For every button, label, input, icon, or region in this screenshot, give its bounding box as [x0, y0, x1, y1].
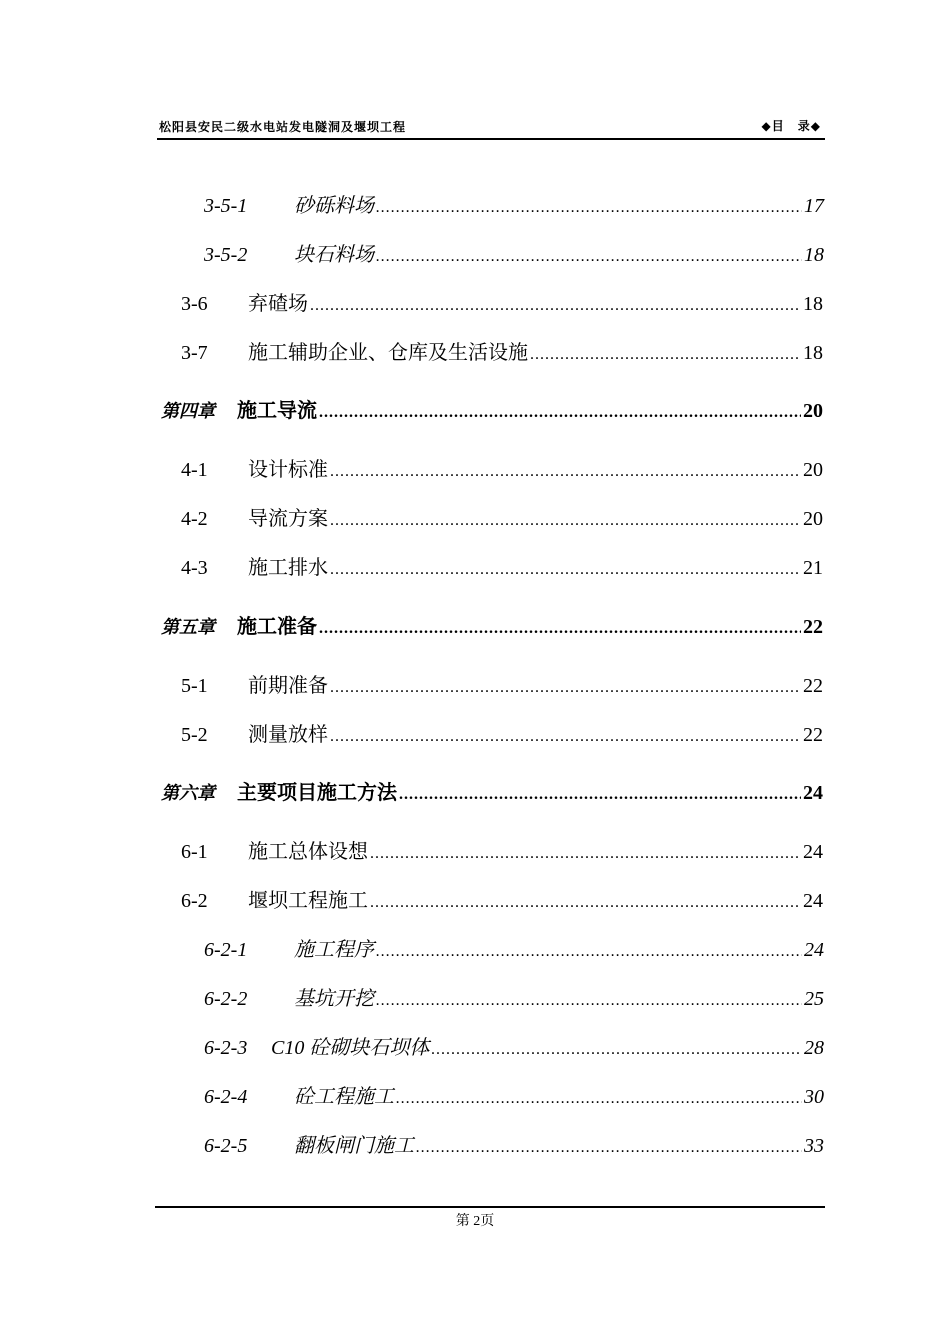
- toc-entry[interactable]: [204, 242, 824, 270]
- toc-entry[interactable]: [204, 1084, 824, 1112]
- toc-entry[interactable]: [204, 1035, 824, 1063]
- page-header: [157, 112, 825, 140]
- page-number: 第 2页: [455, 1214, 495, 1229]
- toc-leader-dots: [376, 939, 802, 965]
- toc-entry-title: 翻板闸门施工: [294, 1135, 414, 1157]
- toc-entry-title: 施工辅助企业、仓库及生活设施: [248, 342, 528, 364]
- toc-leader-dots: [416, 1135, 802, 1161]
- toc-chapter-title: 施工导流: [237, 400, 317, 422]
- toc-leader-dots: [370, 890, 801, 916]
- section-label: ◆目 录◆: [761, 119, 821, 133]
- toc-entry-title: 块石料场: [294, 244, 374, 266]
- toc-entry-number: 6-2-4: [204, 1086, 248, 1108]
- toc-chapter-title: 主要项目施工方法: [237, 782, 397, 804]
- toc-entry-number: 4-1: [181, 459, 208, 481]
- toc-leader-dots: [330, 459, 801, 485]
- toc-leader-dots: [330, 724, 801, 750]
- toc-chapter[interactable]: [161, 780, 823, 808]
- toc-entry-page: 22: [803, 724, 823, 746]
- toc-leader-dots: [310, 293, 801, 319]
- toc-entry-number: 5-2: [181, 724, 208, 746]
- toc-leader-dots: [330, 675, 801, 701]
- toc-entry-number: 3-6: [181, 293, 208, 315]
- toc-entry-title: 施工总体设想: [248, 841, 368, 863]
- toc-chapter-page: 24: [803, 782, 823, 804]
- toc-leader-dots: [376, 988, 802, 1014]
- toc-entry-title: 设计标准: [248, 459, 328, 481]
- toc-entry-number: 3-5-1: [204, 195, 248, 217]
- toc-leader-dots: [376, 244, 802, 270]
- toc-entry-title: 导流方案: [248, 508, 328, 530]
- toc-entry[interactable]: [204, 986, 824, 1014]
- toc-entry-title: 测量放样: [248, 724, 328, 746]
- toc-entry-number: 5-1: [181, 675, 208, 697]
- toc-entry-title: 施工程序: [294, 939, 374, 961]
- toc-entry-title: 基坑开挖: [294, 988, 374, 1010]
- toc-entry-page: 24: [803, 841, 823, 863]
- toc-entry-page: 21: [803, 557, 823, 579]
- toc-entry-title: C10 砼砌块石坝体: [271, 1037, 430, 1059]
- toc-entry[interactable]: [181, 555, 823, 583]
- toc-entry-page: 24: [803, 890, 823, 912]
- toc-leader-dots: [319, 616, 801, 642]
- toc-entry-page: 20: [803, 459, 823, 481]
- toc-leader-dots: [330, 508, 801, 534]
- toc-chapter-title: 施工准备: [237, 616, 317, 638]
- toc-entry-page: 18: [803, 342, 823, 364]
- toc-entry-title: 堰坝工程施工: [248, 890, 368, 912]
- toc-leader-dots: [330, 557, 801, 583]
- toc-entry-number: 6-2-3: [204, 1037, 248, 1059]
- toc-entry[interactable]: [181, 291, 823, 319]
- toc-entry-page: 22: [803, 675, 823, 697]
- toc-entry[interactable]: [181, 888, 823, 916]
- toc-entry-page: 17: [804, 195, 824, 217]
- toc-entry-number: 6-2-1: [204, 939, 248, 961]
- toc-entry[interactable]: [181, 506, 823, 534]
- toc-leader-dots: [376, 195, 802, 221]
- toc-entry-number: 3-7: [181, 342, 208, 364]
- toc-entry-page: 18: [804, 244, 824, 266]
- toc-chapter[interactable]: [161, 614, 823, 642]
- toc-leader-dots: [431, 1037, 802, 1063]
- toc-leader-dots: [399, 782, 801, 808]
- toc-leader-dots: [319, 400, 801, 426]
- toc-chapter-number: 第六章: [161, 783, 215, 804]
- toc-chapter-number: 第四章: [161, 401, 215, 422]
- toc-entry[interactable]: [181, 457, 823, 485]
- toc-entry-number: 6-2: [181, 890, 208, 912]
- toc-entry-number: 6-2-5: [204, 1135, 248, 1157]
- toc-entry-title: 施工排水: [248, 557, 328, 579]
- toc-entry-page: 18: [803, 293, 823, 315]
- toc-entry-number: 6-1: [181, 841, 208, 863]
- toc-entry-page: 33: [804, 1135, 824, 1157]
- toc-entry-title: 弃碴场: [248, 293, 308, 315]
- toc-entry-title: 砂砾料场: [294, 195, 374, 217]
- toc-entry[interactable]: [181, 340, 823, 368]
- toc-entry[interactable]: [204, 1133, 824, 1161]
- toc-entry-number: 6-2-2: [204, 988, 248, 1010]
- toc-entry-number: 4-3: [181, 557, 208, 579]
- toc-entry-number: 3-5-2: [204, 244, 248, 266]
- toc-entry[interactable]: [181, 839, 823, 867]
- toc-entry-title: 砼工程施工: [294, 1086, 394, 1108]
- toc-leader-dots: [396, 1086, 802, 1112]
- toc-entry-page: 24: [804, 939, 824, 961]
- footer-divider: [155, 1206, 825, 1208]
- toc-entry-page: 30: [804, 1086, 824, 1108]
- toc-entry[interactable]: [204, 937, 824, 965]
- toc-entry[interactable]: [181, 722, 823, 750]
- toc-leader-dots: [530, 342, 801, 368]
- toc-chapter[interactable]: [161, 398, 823, 426]
- toc-entry[interactable]: [181, 673, 823, 701]
- toc-leader-dots: [370, 841, 801, 867]
- toc-entry-number: 4-2: [181, 508, 208, 530]
- toc-chapter-number: 第五章: [161, 617, 215, 638]
- toc-entry-page: 28: [804, 1037, 824, 1059]
- toc-chapter-page: 22: [803, 616, 823, 638]
- toc-entry-page: 20: [803, 508, 823, 530]
- toc-chapter-page: 20: [803, 400, 823, 422]
- document-title: 松阳县安民二级水电站发电隧洞及堰坝工程: [159, 120, 407, 134]
- toc-entry-title: 前期准备: [248, 675, 328, 697]
- toc-entry[interactable]: [204, 193, 824, 221]
- toc-entry-page: 25: [804, 988, 824, 1010]
